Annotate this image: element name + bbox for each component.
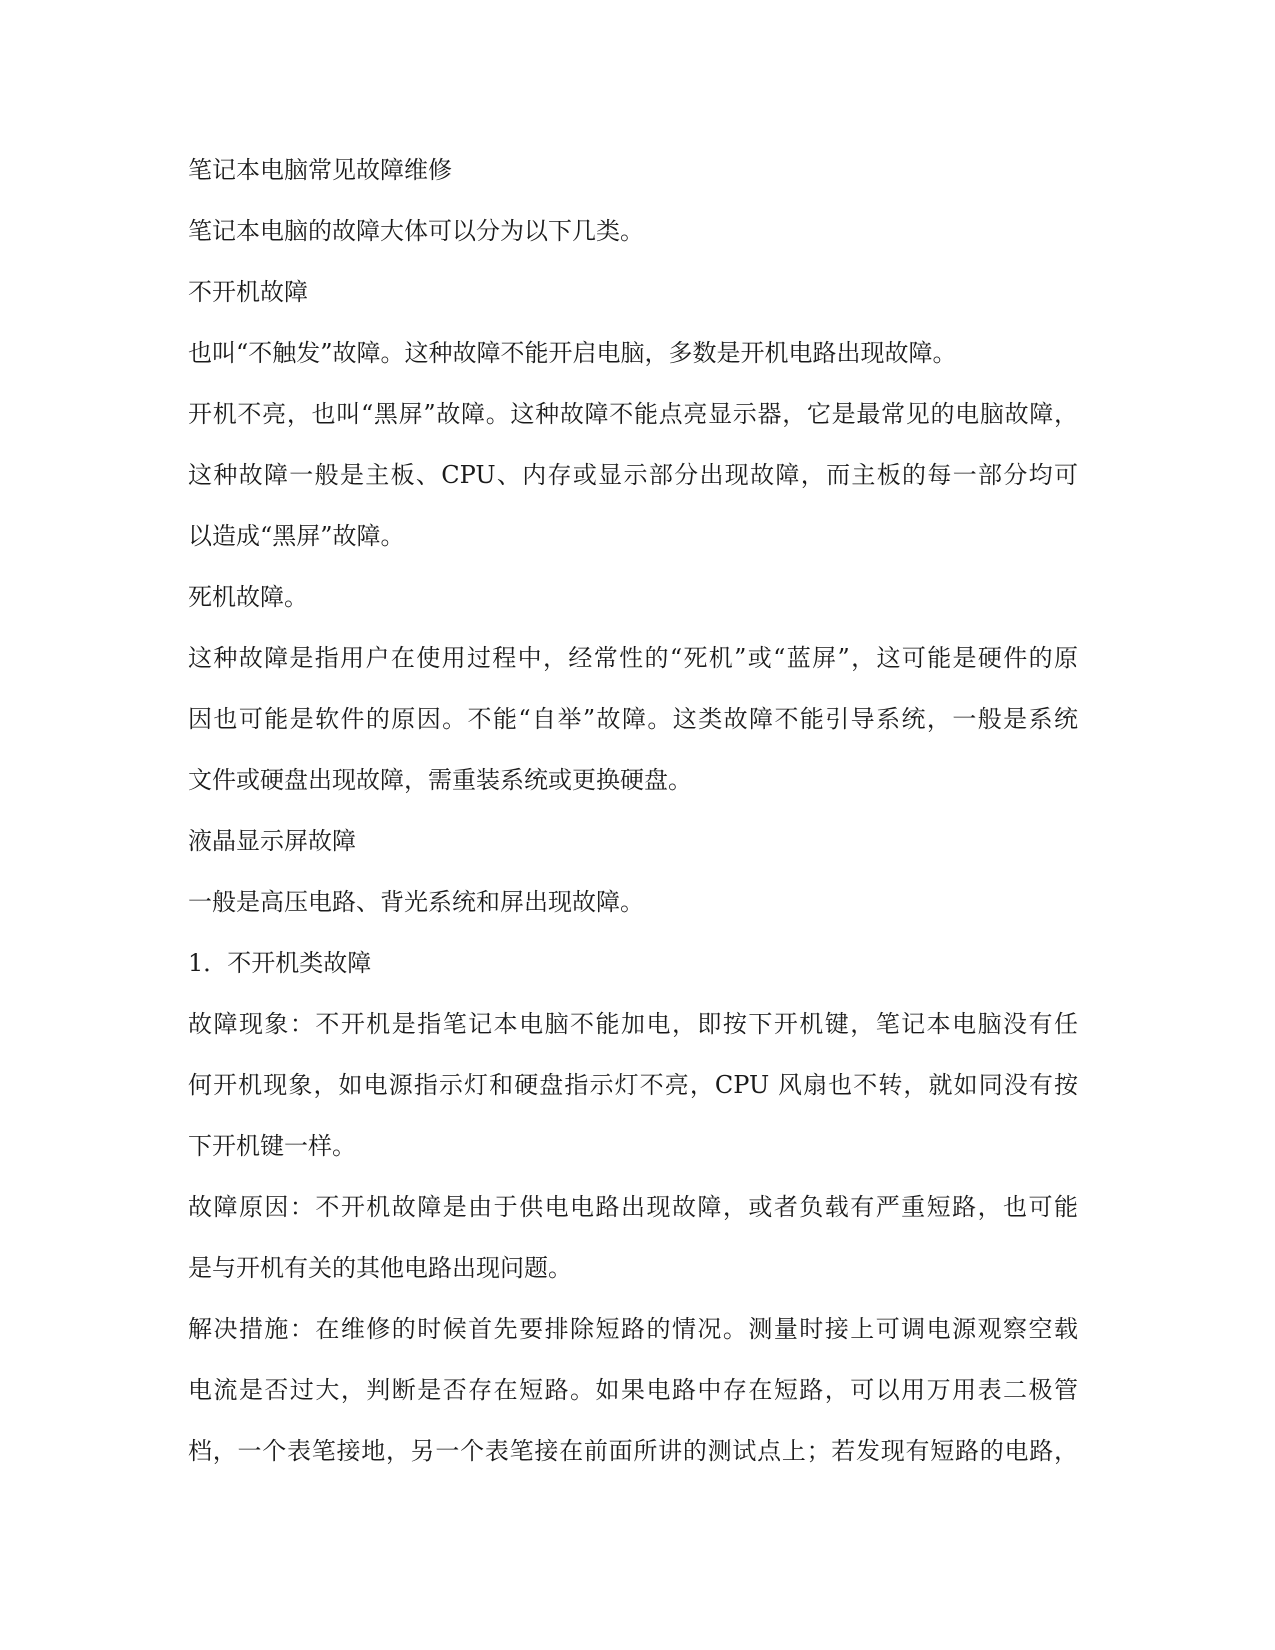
text-line: 何开机现象，如电源指示灯和硬盘指示灯不亮，CPU 风扇也不转，就如同没有按 (188, 1071, 1078, 1099)
text-line: 文件或硬盘出现故障，需重装系统或更换硬盘。 (188, 766, 692, 794)
document-body (188, 140, 1078, 1482)
text-line: 下开机键一样。 (188, 1132, 356, 1160)
text-line: 死机故障。 (188, 583, 308, 611)
text-line: 因也可能是软件的原因。不能“自举”故障。这类故障不能引导系统，一般是系统 (188, 705, 1078, 733)
text-line: 1．不开机类故障 (188, 949, 372, 977)
text-line: 以造成“黑屏”故障。 (188, 522, 405, 550)
text-line: 不开机故障 (188, 278, 308, 306)
text-line: 故障原因：不开机故障是由于供电电路出现故障，或者负载有严重短路，也可能 (188, 1193, 1078, 1221)
text-line: 一般是高压电路、背光系统和屏出现故障。 (188, 888, 644, 916)
text-line: 开机不亮，也叫“黑屏”故障。这种故障不能点亮显示器，它是最常见的电脑故障， (188, 400, 1078, 428)
text-line: 这种故障是指用户在使用过程中，经常性的“死机”或“蓝屏”，这可能是硬件的原 (188, 644, 1078, 672)
text-line: 电流是否过大，判断是否存在短路。如果电路中存在短路，可以用万用表二极管 (188, 1376, 1078, 1404)
text-line: 液晶显示屏故障 (188, 827, 356, 855)
text-line: 是与开机有关的其他电路出现问题。 (188, 1254, 572, 1282)
text-line: 笔记本电脑常见故障维修 (188, 156, 452, 184)
text-line: 笔记本电脑的故障大体可以分为以下几类。 (188, 217, 644, 245)
text-line: 这种故障一般是主板、CPU、内存或显示部分出现故障，而主板的每一部分均可 (188, 461, 1078, 489)
text-line: 档，一个表笔接地，另一个表笔接在前面所讲的测试点上；若发现有短路的电路， (188, 1437, 1078, 1465)
text-line: 也叫“不触发”故障。这种故障不能开启电脑，多数是开机电路出现故障。 (188, 339, 957, 367)
text-line: 故障现象：不开机是指笔记本电脑不能加电，即按下开机键，笔记本电脑没有任 (188, 1010, 1078, 1038)
text-line: 解决措施：在维修的时候首先要排除短路的情况。测量时接上可调电源观察空载 (188, 1315, 1078, 1343)
